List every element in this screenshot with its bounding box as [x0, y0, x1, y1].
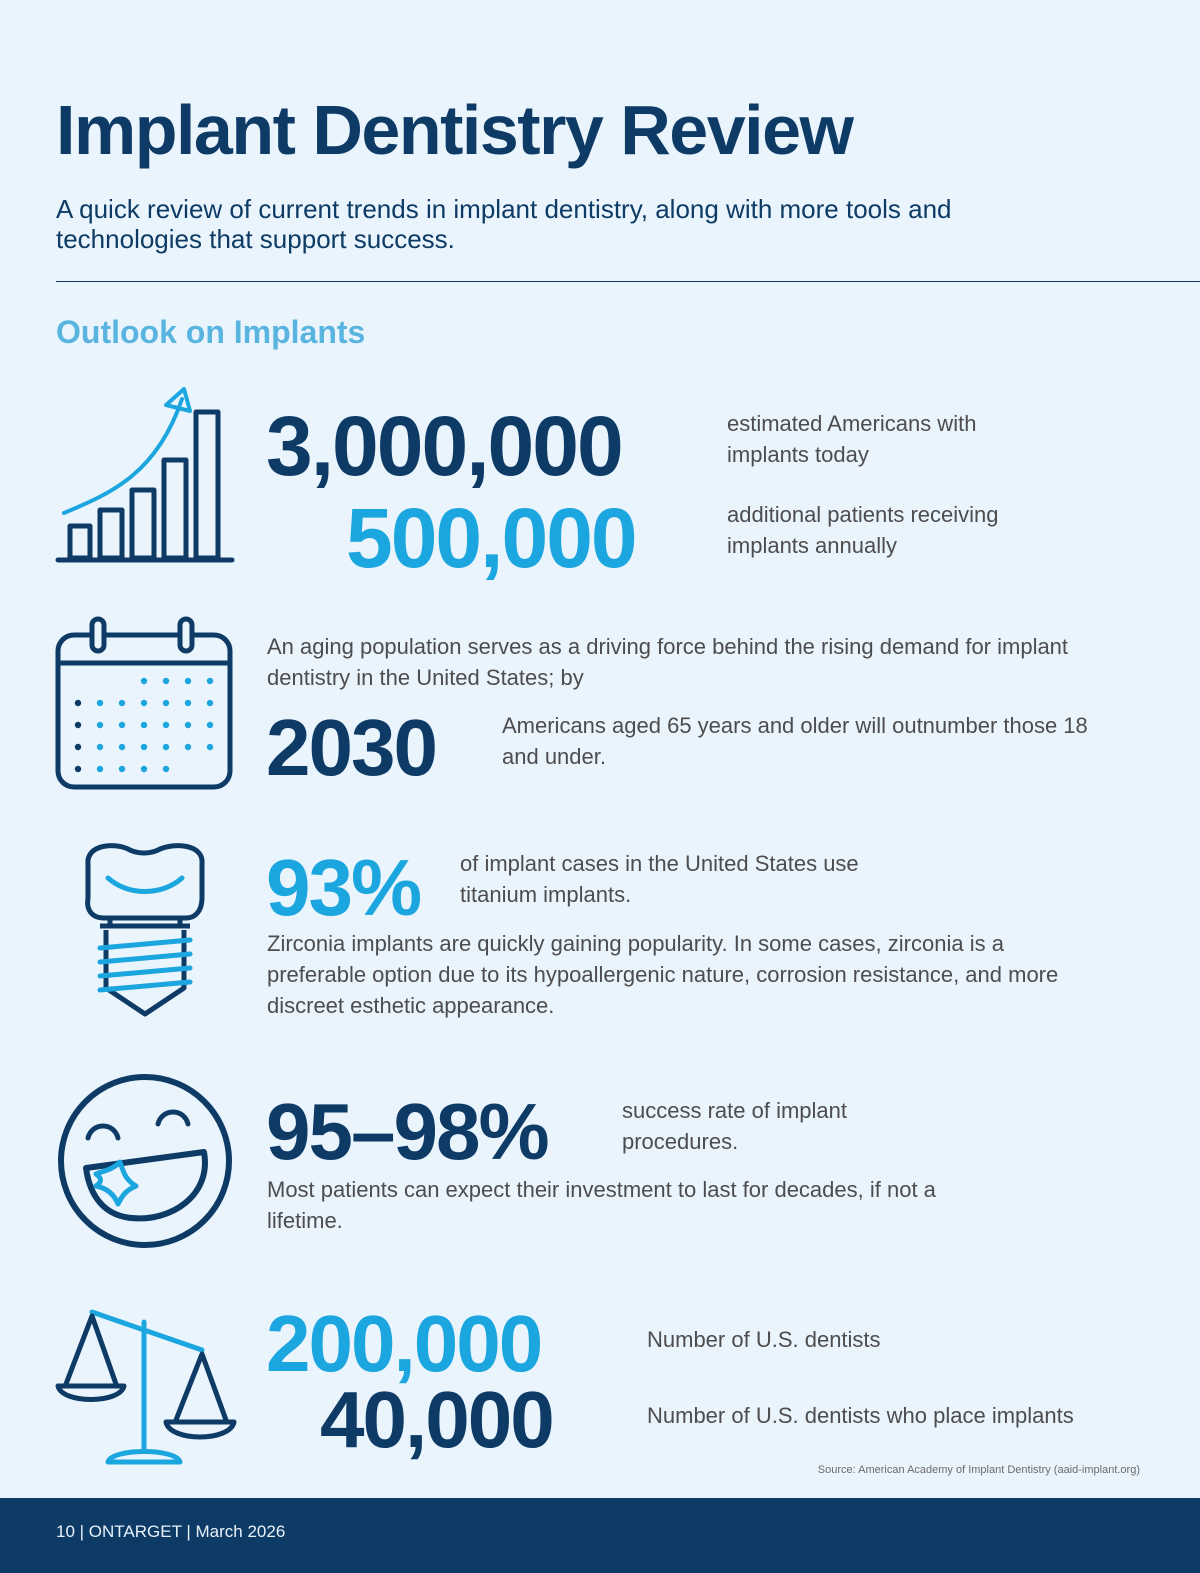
calendar-icon — [54, 615, 239, 795]
divider — [56, 281, 1200, 282]
stat-annual-patients-label: additional patients receiving implants annually — [727, 502, 999, 558]
stat-titanium-percent: 93% — [266, 843, 421, 932]
stat-implant-dentists: 40,000 — [320, 1375, 553, 1464]
stat-success-rate: 95–98% — [266, 1087, 548, 1176]
footer-bar — [0, 1498, 1200, 1573]
stat-americans-with-implants-label: estimated Americans with implants today — [727, 411, 977, 467]
aging-stat-label: Americans aged 65 years and older will outnumber those 18 and under. — [502, 713, 1088, 769]
us-dentists-label: Number of U.S. dentists — [647, 1327, 881, 1352]
success-rate-label: success rate of implant procedures. — [622, 1098, 847, 1154]
implant-dentists-label: Number of U.S. dentists who place implants — [647, 1403, 1074, 1428]
stat-annual-patients: 500,000 — [346, 491, 636, 585]
source-note: Source: American Academy of Implant Dentistry (aaid-implant.org) — [817, 1464, 1140, 1476]
aging-intro-text: An aging population serves as a driving force behind the rising demand for implant dentistry in the United States; by — [267, 634, 1069, 690]
titanium-label: of implant cases in the United States use titanium implants. — [460, 851, 859, 907]
balance-scale-icon — [52, 1302, 242, 1472]
growth-chart-icon — [52, 383, 242, 568]
section-heading: Outlook on Implants — [56, 314, 366, 350]
dental-implant-icon — [78, 840, 213, 1025]
footer-text: 10 | ONTARGET | March 2026 — [56, 1522, 286, 1541]
page-subtitle: A quick review of current trends in implant dentistry, along with more tools and technologies that support success. — [56, 194, 952, 254]
stat-year-2030: 2030 — [266, 703, 436, 792]
stat-us-dentists: 200,000 — [266, 1299, 542, 1388]
page-title: Implant Dentistry Review — [56, 91, 853, 169]
success-note: Most patients can expect their investment to last for decades, if not a lifetime. — [267, 1177, 936, 1233]
zirconia-note: Zirconia implants are quickly gaining popularity. In some cases, zirconia is a preferable option due to its hypoallergenic nature, corrosion resistance, and more discreet esthetic appearance. — [267, 931, 1059, 1018]
smiling-face-icon — [54, 1070, 236, 1252]
stat-americans-with-implants: 3,000,000 — [266, 399, 622, 493]
